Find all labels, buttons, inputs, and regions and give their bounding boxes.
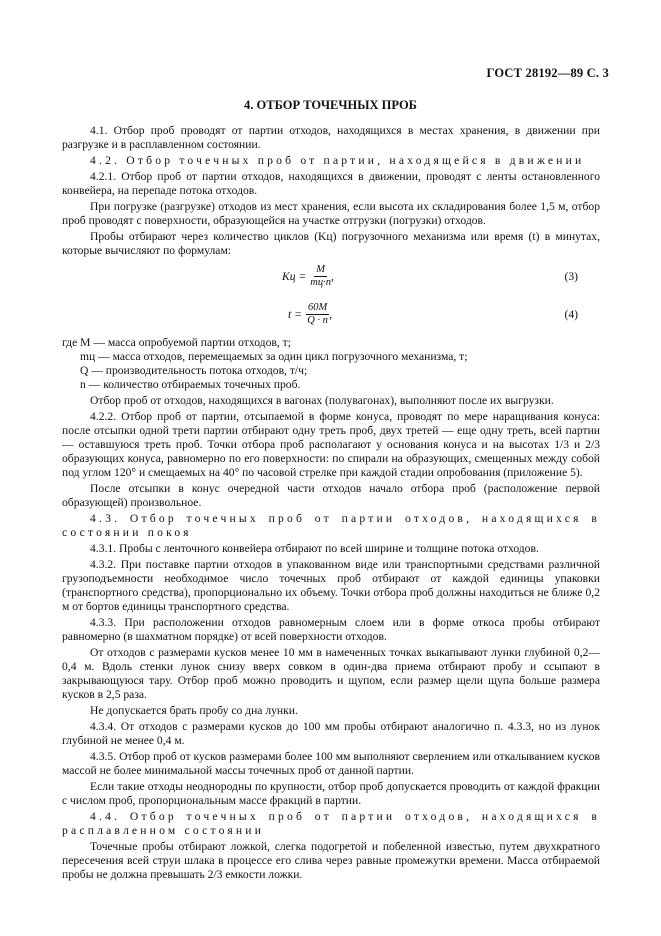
paragraph: 4.3.3. При расположении отходов равномерным слоем или в форме откоса пробы отбирают равномерно (в шахматном порядке) от всей поверхности отходов.: [62, 616, 600, 643]
formula-4: t = $\frac{60M}{Q \cdot n}$ , (4): [288, 302, 578, 326]
paragraph: Отбор проб от отходов, находящихся в вагонах (полувагонах), выполняют после их выгрузки.: [90, 394, 554, 407]
paragraph: После отсыпки в конус очередной части отходов начало отбора проб (расположение первой образующей) произвольное.: [62, 482, 600, 509]
subsection-heading: 4.4. Отбор точечных проб от партии отходов, находящихся в расплавленном состоянии: [62, 810, 600, 837]
definition-item: где M — масса опробуемой партии отходов, т;: [62, 336, 291, 349]
paragraph: 4.2.1. Отбор проб от партии отходов, находящихся в движении, проводят с ленты остановленного конвейера, на перепаде потока отходов.: [62, 170, 600, 197]
document-body: [62, 124, 600, 884]
formula-fraction: [310, 264, 331, 289]
paragraph: При погрузке (разгрузке) отходов из мест хранения, если высота их складирования более 1,5 м, отбор проб проводят с поверхности, образующейся на участке отгрузки (погрузки) отходов.: [62, 200, 600, 227]
paragraph: Пробы отбирают через количество циклов (Kц) погрузочного механизма или время (t) в минутах, которые вычисляют по формулам:: [62, 230, 600, 257]
subsection-heading: 4.2. Отбор точечных проб от партии, находящейся в движении: [90, 154, 585, 167]
denominator: mц·n: [310, 277, 331, 288]
paragraph: Если такие отходы неоднородны по крупности, отбор проб допускается проводить от каждой фракции с числом проб, пропорциональным массе фракций в партии.: [62, 780, 600, 807]
denominator: Q · n: [307, 315, 328, 326]
paragraph: 4.1. Отбор проб проводят от партии отходов, находящихся в местах хранения, в движении при разгрузке и в расплавленном состоянии.: [62, 124, 600, 151]
paragraph: 4.2.2. Отбор проб от партии, отсыпаемой в форме конуса, проводят по мере наращивания конуса: после отсыпки одной трети партии отбирают одну треть проб, двух третей — еще одну треть, всей партии — оставшуюся треть проб. Точки отбора проб располагают у основания конуса и на высотах 1/3 и 2/3 образующих конуса, равномерно по его поверхности: по спирали на образующих, смещенных между собой под углом 120° и смещаемых на 40° по часовой стрелке при каждой стадии опробования (приложение 5).: [62, 410, 600, 479]
numerator: 60M: [307, 302, 328, 313]
definition-item: Q — производительность потока отходов, т/ч;: [80, 364, 308, 377]
numerator: M: [316, 264, 325, 275]
paragraph: 4.3.2. При поставке партии отходов в упакованном виде или транспортными средствами различной грузоподъемности необходимое число точечных проб отбирают от каждой единицы упаковки (транспортного средства), пропорционально их объему. Точки отбора проб должны находиться не ближе 0,2 м от бортов единицы транспортного средства.: [62, 558, 600, 613]
formula-lhs: Kц =: [282, 269, 307, 283]
definition-item: n — количество отбираемых точечных проб.: [80, 378, 301, 391]
paragraph: 4.3.5. Отбор проб от кусков размерами более 100 мм выполняют сверлением или откалыванием кусков массой не более минимальной массы точечных проб от данной партии.: [62, 750, 600, 777]
page-header: ГОСТ 28192—89 С. 3: [486, 66, 609, 80]
subsection-heading: 4.3. Отбор точечных проб от партии отходов, находящихся в состоянии покоя: [62, 512, 600, 539]
formula-number: (3): [564, 270, 578, 283]
section-title: 4. ОТБОР ТОЧЕЧНЫХ ПРОБ: [244, 98, 417, 112]
formula-lhs: t =: [288, 307, 302, 321]
definitions: [62, 336, 600, 392]
paragraph: Точечные пробы отбирают ложкой, слегка подогретой и побеленной известью, путем двухкратного пересечения всей струи шлака в процессе его слива через равные промежутки времени. Масса отбираемой пробы не должна превышать 2/3 емкости ложки.: [62, 840, 600, 881]
paragraph: Не допускается брать пробу со дна лунки.: [90, 704, 298, 717]
paragraph: 4.3.1. Пробы с ленточного конвейера отбирают по всей ширине и толщине потока отходов.: [90, 542, 539, 555]
formula-fraction: [306, 302, 329, 327]
formula-3: Kц = $\frac{M}{mц\cdot n}$ , (3): [282, 264, 578, 288]
paragraph: 4.3.4. От отходов с размерами кусков до 100 мм пробы отбирают аналогично п. 4.3.3, но из лунок глубиной не менее 0,4 м.: [62, 720, 600, 747]
formula-number: (4): [564, 308, 578, 321]
definition-item: mц — масса отходов, перемещаемых за один цикл погрузочного механизма, т;: [80, 350, 468, 363]
paragraph: От отходов с размерами кусков менее 10 мм в намеченных точках выкапывают лунки глубиной 0,2—0,4 м. Вдоль стенки лунок снизу вверх совком в один-два приема отбирают пробу и ссыпают в закрывающуюся тару. Отбор проб можно проводить и щупом, если размер щели щупа больше размера кусков в 2,5 раза.: [62, 646, 600, 701]
